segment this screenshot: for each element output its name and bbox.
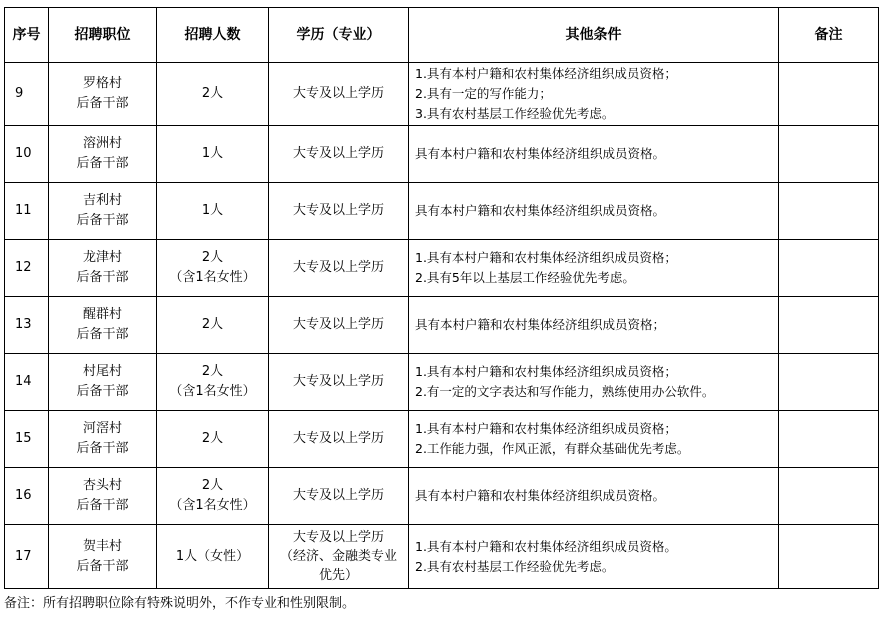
education-cell (269, 126, 409, 183)
position-cell-line: 后备干部 (76, 384, 129, 399)
conditions-cell-line: 1.具有本村户籍和农村集体经济组织成员资格； (415, 66, 677, 81)
conditions-cell-line: 1.具有本村户籍和农村集体经济组织成员资格； (415, 421, 677, 436)
header-conditions: 其他条件 (409, 8, 779, 63)
header-position: 招聘职位 (49, 8, 157, 63)
conditions-cell-line: 具有本村户籍和农村集体经济组织成员资格； (415, 317, 666, 332)
row-number: 17 (5, 525, 49, 589)
row-number: 12 (5, 240, 49, 297)
position-cell (49, 240, 157, 297)
row-number: 10 (5, 126, 49, 183)
remark-cell (779, 63, 879, 126)
table-row (5, 297, 879, 354)
conditions-cell-line: 3.具有农村基层工作经验优先考虑。 (415, 106, 615, 121)
conditions-cell-line: 1.具有本村户籍和农村集体经济组织成员资格； (415, 364, 677, 379)
count-cell-line: 2人 (201, 364, 224, 379)
education-cell (269, 63, 409, 126)
position-cell (49, 525, 157, 589)
education-cell (269, 297, 409, 354)
header-education: 学历（专业） (269, 8, 409, 63)
count-cell (157, 411, 269, 468)
count-cell-line: （含1名女性） (169, 498, 256, 513)
position-cell (49, 126, 157, 183)
position-cell-line: 龙津村 (82, 250, 122, 265)
table-row (5, 525, 879, 589)
position-cell-line: 罗格村 (82, 76, 122, 91)
education-cell-line: 大专及以上学历 (292, 431, 384, 446)
remark-cell (779, 126, 879, 183)
count-cell-line: 1人 (201, 203, 224, 218)
conditions-cell-line: 具有本村户籍和农村集体经济组织成员资格。 (415, 488, 666, 503)
education-cell-line: 大专及以上学历 (292, 146, 384, 161)
row-number: 13 (5, 297, 49, 354)
education-cell-line: 大专及以上学历 (292, 203, 384, 218)
conditions-cell (409, 468, 779, 525)
position-cell (49, 354, 157, 411)
position-cell-line: 后备干部 (76, 156, 129, 171)
row-number: 11 (5, 183, 49, 240)
conditions-cell-line: 2.具有5年以上基层工作经验优先考虑。 (415, 270, 635, 285)
header-count: 招聘人数 (157, 8, 269, 63)
table-row (5, 411, 879, 468)
education-cell (269, 411, 409, 468)
table-row (5, 63, 879, 126)
education-cell-line: 大专及以上学历 (292, 530, 384, 545)
remark-cell (779, 240, 879, 297)
conditions-cell (409, 183, 779, 240)
position-cell-line: 后备干部 (76, 441, 129, 456)
header-row (5, 8, 879, 63)
count-cell (157, 525, 269, 589)
conditions-cell (409, 525, 779, 589)
education-cell-line: 大专及以上学历 (292, 260, 384, 275)
count-cell-line: 1人 (201, 146, 224, 161)
table-body (5, 63, 879, 589)
position-cell (49, 468, 157, 525)
row-number: 15 (5, 411, 49, 468)
education-cell-line: 大专及以上学历 (292, 488, 384, 503)
recruitment-table (4, 7, 879, 589)
education-cell (269, 183, 409, 240)
remark-cell (779, 183, 879, 240)
count-cell-line: （含1名女性） (169, 270, 256, 285)
header-remarks: 备注 (779, 8, 879, 63)
remark-cell (779, 525, 879, 589)
position-cell-line: 后备干部 (76, 327, 129, 342)
count-cell (157, 240, 269, 297)
conditions-cell (409, 354, 779, 411)
count-cell-line: （含1名女性） (169, 384, 256, 399)
conditions-cell (409, 126, 779, 183)
conditions-cell (409, 63, 779, 126)
count-cell-line: 2人 (201, 478, 224, 493)
position-cell-line: 溶洲村 (82, 136, 122, 151)
education-cell-line: 大专及以上学历 (292, 86, 384, 101)
position-cell-line: 醒群村 (82, 307, 122, 322)
table-row (5, 126, 879, 183)
count-cell (157, 354, 269, 411)
position-cell-line: 后备干部 (76, 498, 129, 513)
position-cell (49, 63, 157, 126)
conditions-cell-line: 1.具有本村户籍和农村集体经济组织成员资格； (415, 250, 677, 265)
conditions-cell (409, 297, 779, 354)
position-cell-line: 河滘村 (82, 421, 122, 436)
position-cell-line: 后备干部 (76, 270, 129, 285)
education-cell-line: 优先） (318, 568, 358, 583)
remark-cell (779, 468, 879, 525)
education-cell (269, 240, 409, 297)
table-row (5, 468, 879, 525)
row-number: 14 (5, 354, 49, 411)
conditions-cell-line: 具有本村户籍和农村集体经济组织成员资格。 (415, 146, 666, 161)
count-cell-line: 2人 (201, 431, 224, 446)
remark-cell (779, 297, 879, 354)
education-cell-line: 大专及以上学历 (292, 374, 384, 389)
count-cell (157, 63, 269, 126)
position-cell-line: 贺丰村 (82, 538, 122, 554)
count-cell-line: 2人 (201, 317, 224, 332)
education-cell (269, 525, 409, 589)
count-cell-line: 2人 (201, 250, 224, 265)
count-cell (157, 297, 269, 354)
conditions-cell-line: 具有本村户籍和农村集体经济组织成员资格。 (415, 203, 666, 218)
count-cell (157, 126, 269, 183)
education-cell (269, 354, 409, 411)
table-row (5, 183, 879, 240)
header-num: 序号 (5, 8, 49, 63)
position-cell-line: 吉利村 (82, 193, 122, 208)
conditions-cell-line: 2.有一定的文字表达和写作能力，熟练使用办公软件。 (415, 384, 715, 399)
conditions-cell (409, 240, 779, 297)
count-cell (157, 183, 269, 240)
position-cell-line: 后备干部 (76, 213, 129, 228)
education-cell-line: （经济、金融类专业 (279, 549, 397, 564)
position-cell-line: 村尾村 (82, 364, 122, 379)
row-number: 9 (5, 63, 49, 126)
education-cell (269, 468, 409, 525)
count-cell (157, 468, 269, 525)
table-row (5, 240, 879, 297)
position-cell (49, 411, 157, 468)
conditions-cell (409, 411, 779, 468)
conditions-cell-line: 2.具有农村基层工作经验优先考虑。 (415, 558, 615, 574)
count-cell-line: 2人 (201, 86, 224, 101)
conditions-cell-line: 2.工作能力强，作风正派，有群众基础优先考虑。 (415, 441, 690, 456)
footnote: 备注：所有招聘职位除有特殊说明外，不作专业和性别限制。 (4, 596, 356, 611)
education-cell-line: 大专及以上学历 (292, 317, 384, 332)
conditions-cell-line: 1.具有本村户籍和农村集体经济组织成员资格。 (415, 538, 677, 554)
position-cell-line: 后备干部 (76, 96, 129, 111)
row-number: 16 (5, 468, 49, 525)
position-cell-line: 杏头村 (82, 478, 122, 493)
count-cell-line: 1人（女性） (175, 548, 250, 564)
remark-cell (779, 354, 879, 411)
position-cell (49, 183, 157, 240)
position-cell (49, 297, 157, 354)
position-cell-line: 后备干部 (76, 558, 129, 574)
remark-cell (779, 411, 879, 468)
table-row (5, 354, 879, 411)
conditions-cell-line: 2.具有一定的写作能力； (415, 86, 552, 101)
